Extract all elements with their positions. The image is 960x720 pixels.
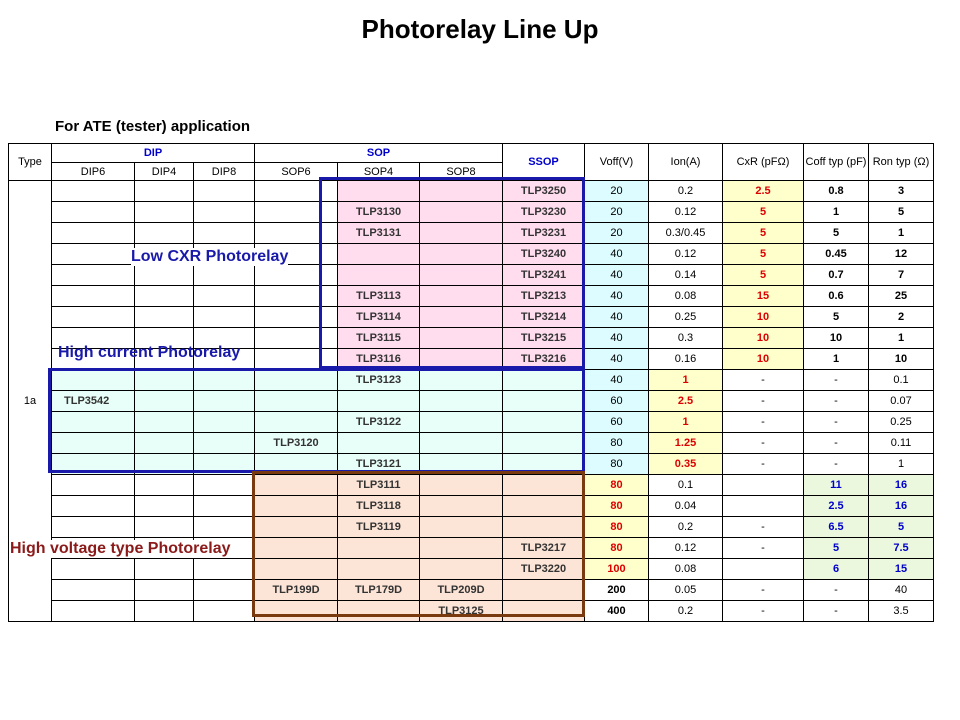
ron-cell: 5 (869, 517, 934, 538)
ssop-cell (503, 370, 585, 391)
ssop-cell (503, 475, 585, 496)
header-dip8: DIP8 (194, 163, 255, 181)
cxr-cell: - (723, 433, 804, 454)
ssop-cell (503, 391, 585, 412)
ssop-cell: TLP3230 (503, 202, 585, 223)
coff-cell: 10 (804, 328, 869, 349)
voff-cell: 400 (585, 601, 649, 622)
ion-cell: 0.1 (649, 475, 723, 496)
table-row (9, 307, 934, 328)
cxr-cell: 5 (723, 244, 804, 265)
table-row (9, 202, 934, 223)
sop6-cell (255, 412, 338, 433)
sop6-cell (255, 454, 338, 475)
ssop-cell: TLP3213 (503, 286, 585, 307)
cxr-cell: 5 (723, 265, 804, 286)
header-dip: DIP (52, 144, 255, 163)
table-row (9, 412, 934, 433)
cxr-cell (723, 559, 804, 580)
coff-cell: 11 (804, 475, 869, 496)
voff-cell: 80 (585, 475, 649, 496)
voff-cell: 40 (585, 307, 649, 328)
ssop-cell: TLP3240 (503, 244, 585, 265)
ion-cell: 0.08 (649, 286, 723, 307)
sop4-cell: TLP3119 (338, 517, 420, 538)
sop6-cell: TLP199D (255, 580, 338, 601)
voff-cell: 60 (585, 412, 649, 433)
ion-cell: 0.12 (649, 244, 723, 265)
sop6-cell (255, 538, 338, 559)
ssop-cell: TLP3231 (503, 223, 585, 244)
sop4-cell: TLP3123 (338, 370, 420, 391)
sop4-cell: TLP3116 (338, 349, 420, 370)
table-row (9, 580, 934, 601)
ron-cell: 3.5 (869, 601, 934, 622)
sop8-cell (420, 475, 503, 496)
ion-cell: 0.25 (649, 307, 723, 328)
ron-cell: 16 (869, 475, 934, 496)
sop6-cell (255, 601, 338, 622)
voff-cell: 20 (585, 202, 649, 223)
ion-cell: 1.25 (649, 433, 723, 454)
voff-cell: 40 (585, 349, 649, 370)
sop4-cell (338, 538, 420, 559)
page-subtitle: For ATE (tester) application (55, 118, 251, 135)
coff-cell: 5 (804, 538, 869, 559)
ion-cell: 0.2 (649, 517, 723, 538)
ron-cell: 3 (869, 181, 934, 202)
ssop-cell (503, 412, 585, 433)
cxr-cell: 5 (723, 202, 804, 223)
ssop-cell (503, 580, 585, 601)
voff-cell: 40 (585, 265, 649, 286)
ion-cell: 2.5 (649, 391, 723, 412)
dip6-cell (52, 412, 135, 433)
coff-cell: - (804, 412, 869, 433)
sop4-cell: TLP3121 (338, 454, 420, 475)
ssop-cell (503, 496, 585, 517)
cxr-cell: 10 (723, 307, 804, 328)
ion-cell: 0.16 (649, 349, 723, 370)
header-sop6: SOP6 (255, 163, 338, 181)
sop6-cell: TLP3120 (255, 433, 338, 454)
ron-cell: 5 (869, 202, 934, 223)
ion-cell: 0.2 (649, 601, 723, 622)
cxr-cell: - (723, 538, 804, 559)
table-row (9, 433, 934, 454)
voff-cell: 40 (585, 370, 649, 391)
cxr-cell: - (723, 454, 804, 475)
sop8-cell: TLP3125 (420, 601, 503, 622)
cxr-cell (723, 475, 804, 496)
ron-cell: 16 (869, 496, 934, 517)
sop4-cell: TLP3114 (338, 307, 420, 328)
type-cell: 1a (9, 181, 52, 622)
coff-cell: - (804, 433, 869, 454)
sop8-cell (420, 538, 503, 559)
coff-cell: 0.6 (804, 286, 869, 307)
ssop-cell (503, 517, 585, 538)
voff-cell: 80 (585, 433, 649, 454)
header-voff: Voff(V) (585, 144, 649, 181)
coff-cell: 6.5 (804, 517, 869, 538)
ion-cell: 0.14 (649, 265, 723, 286)
header-sop8: SOP8 (420, 163, 503, 181)
ion-cell: 0.2 (649, 181, 723, 202)
coff-cell: - (804, 454, 869, 475)
sop6-cell (255, 370, 338, 391)
ssop-cell: TLP3241 (503, 265, 585, 286)
coff-cell: 5 (804, 223, 869, 244)
sop4-cell: TLP179D (338, 580, 420, 601)
table-row (9, 223, 934, 244)
ron-cell: 0.07 (869, 391, 934, 412)
voff-cell: 80 (585, 517, 649, 538)
ssop-cell: TLP3220 (503, 559, 585, 580)
ron-cell: 25 (869, 286, 934, 307)
ssop-cell: TLP3214 (503, 307, 585, 328)
voff-cell: 20 (585, 223, 649, 244)
ron-cell: 7.5 (869, 538, 934, 559)
ion-cell: 0.12 (649, 538, 723, 559)
sop8-cell (420, 559, 503, 580)
dip6-cell (52, 454, 135, 475)
cxr-cell: - (723, 412, 804, 433)
dip6-cell: TLP3542 (52, 391, 135, 412)
voff-cell: 40 (585, 244, 649, 265)
ron-cell: 2 (869, 307, 934, 328)
cxr-cell: - (723, 517, 804, 538)
table-row (9, 391, 934, 412)
sop4-cell: TLP3113 (338, 286, 420, 307)
sop4-cell (338, 244, 420, 265)
ron-cell: 0.1 (869, 370, 934, 391)
voff-cell: 80 (585, 496, 649, 517)
sop6-cell (255, 517, 338, 538)
table-row (9, 265, 934, 286)
voff-cell: 60 (585, 391, 649, 412)
low-cxr-label: Low CXR Photorelay (131, 248, 289, 265)
high-current-label: High current Photorelay (58, 344, 241, 361)
ion-cell: 0.08 (649, 559, 723, 580)
ion-cell: 0.3/0.45 (649, 223, 723, 244)
coff-cell: - (804, 370, 869, 391)
header-ion: Ion(A) (649, 144, 723, 181)
coff-cell: 6 (804, 559, 869, 580)
coff-cell: - (804, 580, 869, 601)
voff-cell: 80 (585, 538, 649, 559)
cxr-cell: - (723, 391, 804, 412)
cxr-cell: 15 (723, 286, 804, 307)
cxr-cell (723, 496, 804, 517)
cxr-cell: 10 (723, 328, 804, 349)
high-voltage-label: High voltage type Photorelay (10, 540, 231, 557)
ron-cell: 12 (869, 244, 934, 265)
coff-cell: 0.7 (804, 265, 869, 286)
ron-cell: 0.11 (869, 433, 934, 454)
table-row (9, 286, 934, 307)
table-row (9, 181, 934, 202)
header-dip4: DIP4 (135, 163, 194, 181)
sop8-cell (420, 496, 503, 517)
sop6-cell (255, 559, 338, 580)
ron-cell: 0.25 (869, 412, 934, 433)
voff-cell: 80 (585, 454, 649, 475)
sop4-cell: TLP3115 (338, 328, 420, 349)
sop4-cell: TLP3122 (338, 412, 420, 433)
voff-cell: 100 (585, 559, 649, 580)
sop4-cell (338, 181, 420, 202)
ron-cell: 40 (869, 580, 934, 601)
header-ssop: SSOP (503, 144, 585, 181)
table-row (9, 475, 934, 496)
sop8-cell (420, 181, 503, 202)
sop4-cell (338, 265, 420, 286)
table-row (9, 517, 934, 538)
coff-cell: - (804, 391, 869, 412)
ssop-cell (503, 433, 585, 454)
cxr-cell: - (723, 601, 804, 622)
sop8-cell (420, 517, 503, 538)
dip6-cell (52, 370, 135, 391)
sop4-cell: TLP3111 (338, 475, 420, 496)
ron-cell: 1 (869, 454, 934, 475)
voff-cell: 40 (585, 286, 649, 307)
cxr-cell: - (723, 580, 804, 601)
coff-cell: 1 (804, 349, 869, 370)
header-ron: Ron typ (Ω) (869, 144, 934, 181)
sop4-cell (338, 559, 420, 580)
ion-cell: 0.12 (649, 202, 723, 223)
ion-cell: 0.04 (649, 496, 723, 517)
coff-cell: - (804, 601, 869, 622)
header-sop: SOP (255, 144, 503, 163)
ron-cell: 15 (869, 559, 934, 580)
ron-cell: 1 (869, 328, 934, 349)
coff-cell: 2.5 (804, 496, 869, 517)
voff-cell: 200 (585, 580, 649, 601)
ion-cell: 1 (649, 412, 723, 433)
sop6-cell (255, 391, 338, 412)
cxr-cell: 2.5 (723, 181, 804, 202)
table-row (9, 370, 934, 391)
sop4-cell (338, 601, 420, 622)
ssop-cell: TLP3215 (503, 328, 585, 349)
sop4-cell (338, 391, 420, 412)
sop4-cell: TLP3131 (338, 223, 420, 244)
sop6-cell (255, 475, 338, 496)
ron-cell: 1 (869, 223, 934, 244)
ion-cell: 0.05 (649, 580, 723, 601)
voff-cell: 20 (585, 181, 649, 202)
cxr-cell: 5 (723, 223, 804, 244)
table-row (9, 559, 934, 580)
table-row (9, 496, 934, 517)
header-sop4: SOP4 (338, 163, 420, 181)
table-row (9, 454, 934, 475)
voff-cell: 40 (585, 328, 649, 349)
ssop-cell (503, 454, 585, 475)
sop4-cell (338, 433, 420, 454)
coff-cell: 0.8 (804, 181, 869, 202)
ion-cell: 0.35 (649, 454, 723, 475)
ron-cell: 10 (869, 349, 934, 370)
dip6-cell (52, 433, 135, 454)
header-dip6: DIP6 (52, 163, 135, 181)
coff-cell: 1 (804, 202, 869, 223)
ssop-cell: TLP3217 (503, 538, 585, 559)
sop4-cell: TLP3130 (338, 202, 420, 223)
ssop-cell (503, 601, 585, 622)
page-title: Photorelay Line Up (361, 14, 599, 44)
cxr-cell: 10 (723, 349, 804, 370)
table-row (9, 601, 934, 622)
header-cxr: CxR (pFΩ) (723, 144, 804, 181)
header-type: Type (9, 144, 52, 181)
coff-cell: 5 (804, 307, 869, 328)
ion-cell: 1 (649, 370, 723, 391)
sop4-cell: TLP3118 (338, 496, 420, 517)
sop8-cell: TLP209D (420, 580, 503, 601)
ssop-cell: TLP3216 (503, 349, 585, 370)
coff-cell: 0.45 (804, 244, 869, 265)
sop6-cell (255, 496, 338, 517)
header-coff: Coff typ (pF) (804, 144, 869, 181)
cxr-cell: - (723, 370, 804, 391)
ron-cell: 7 (869, 265, 934, 286)
ion-cell: 0.3 (649, 328, 723, 349)
ssop-cell: TLP3250 (503, 181, 585, 202)
